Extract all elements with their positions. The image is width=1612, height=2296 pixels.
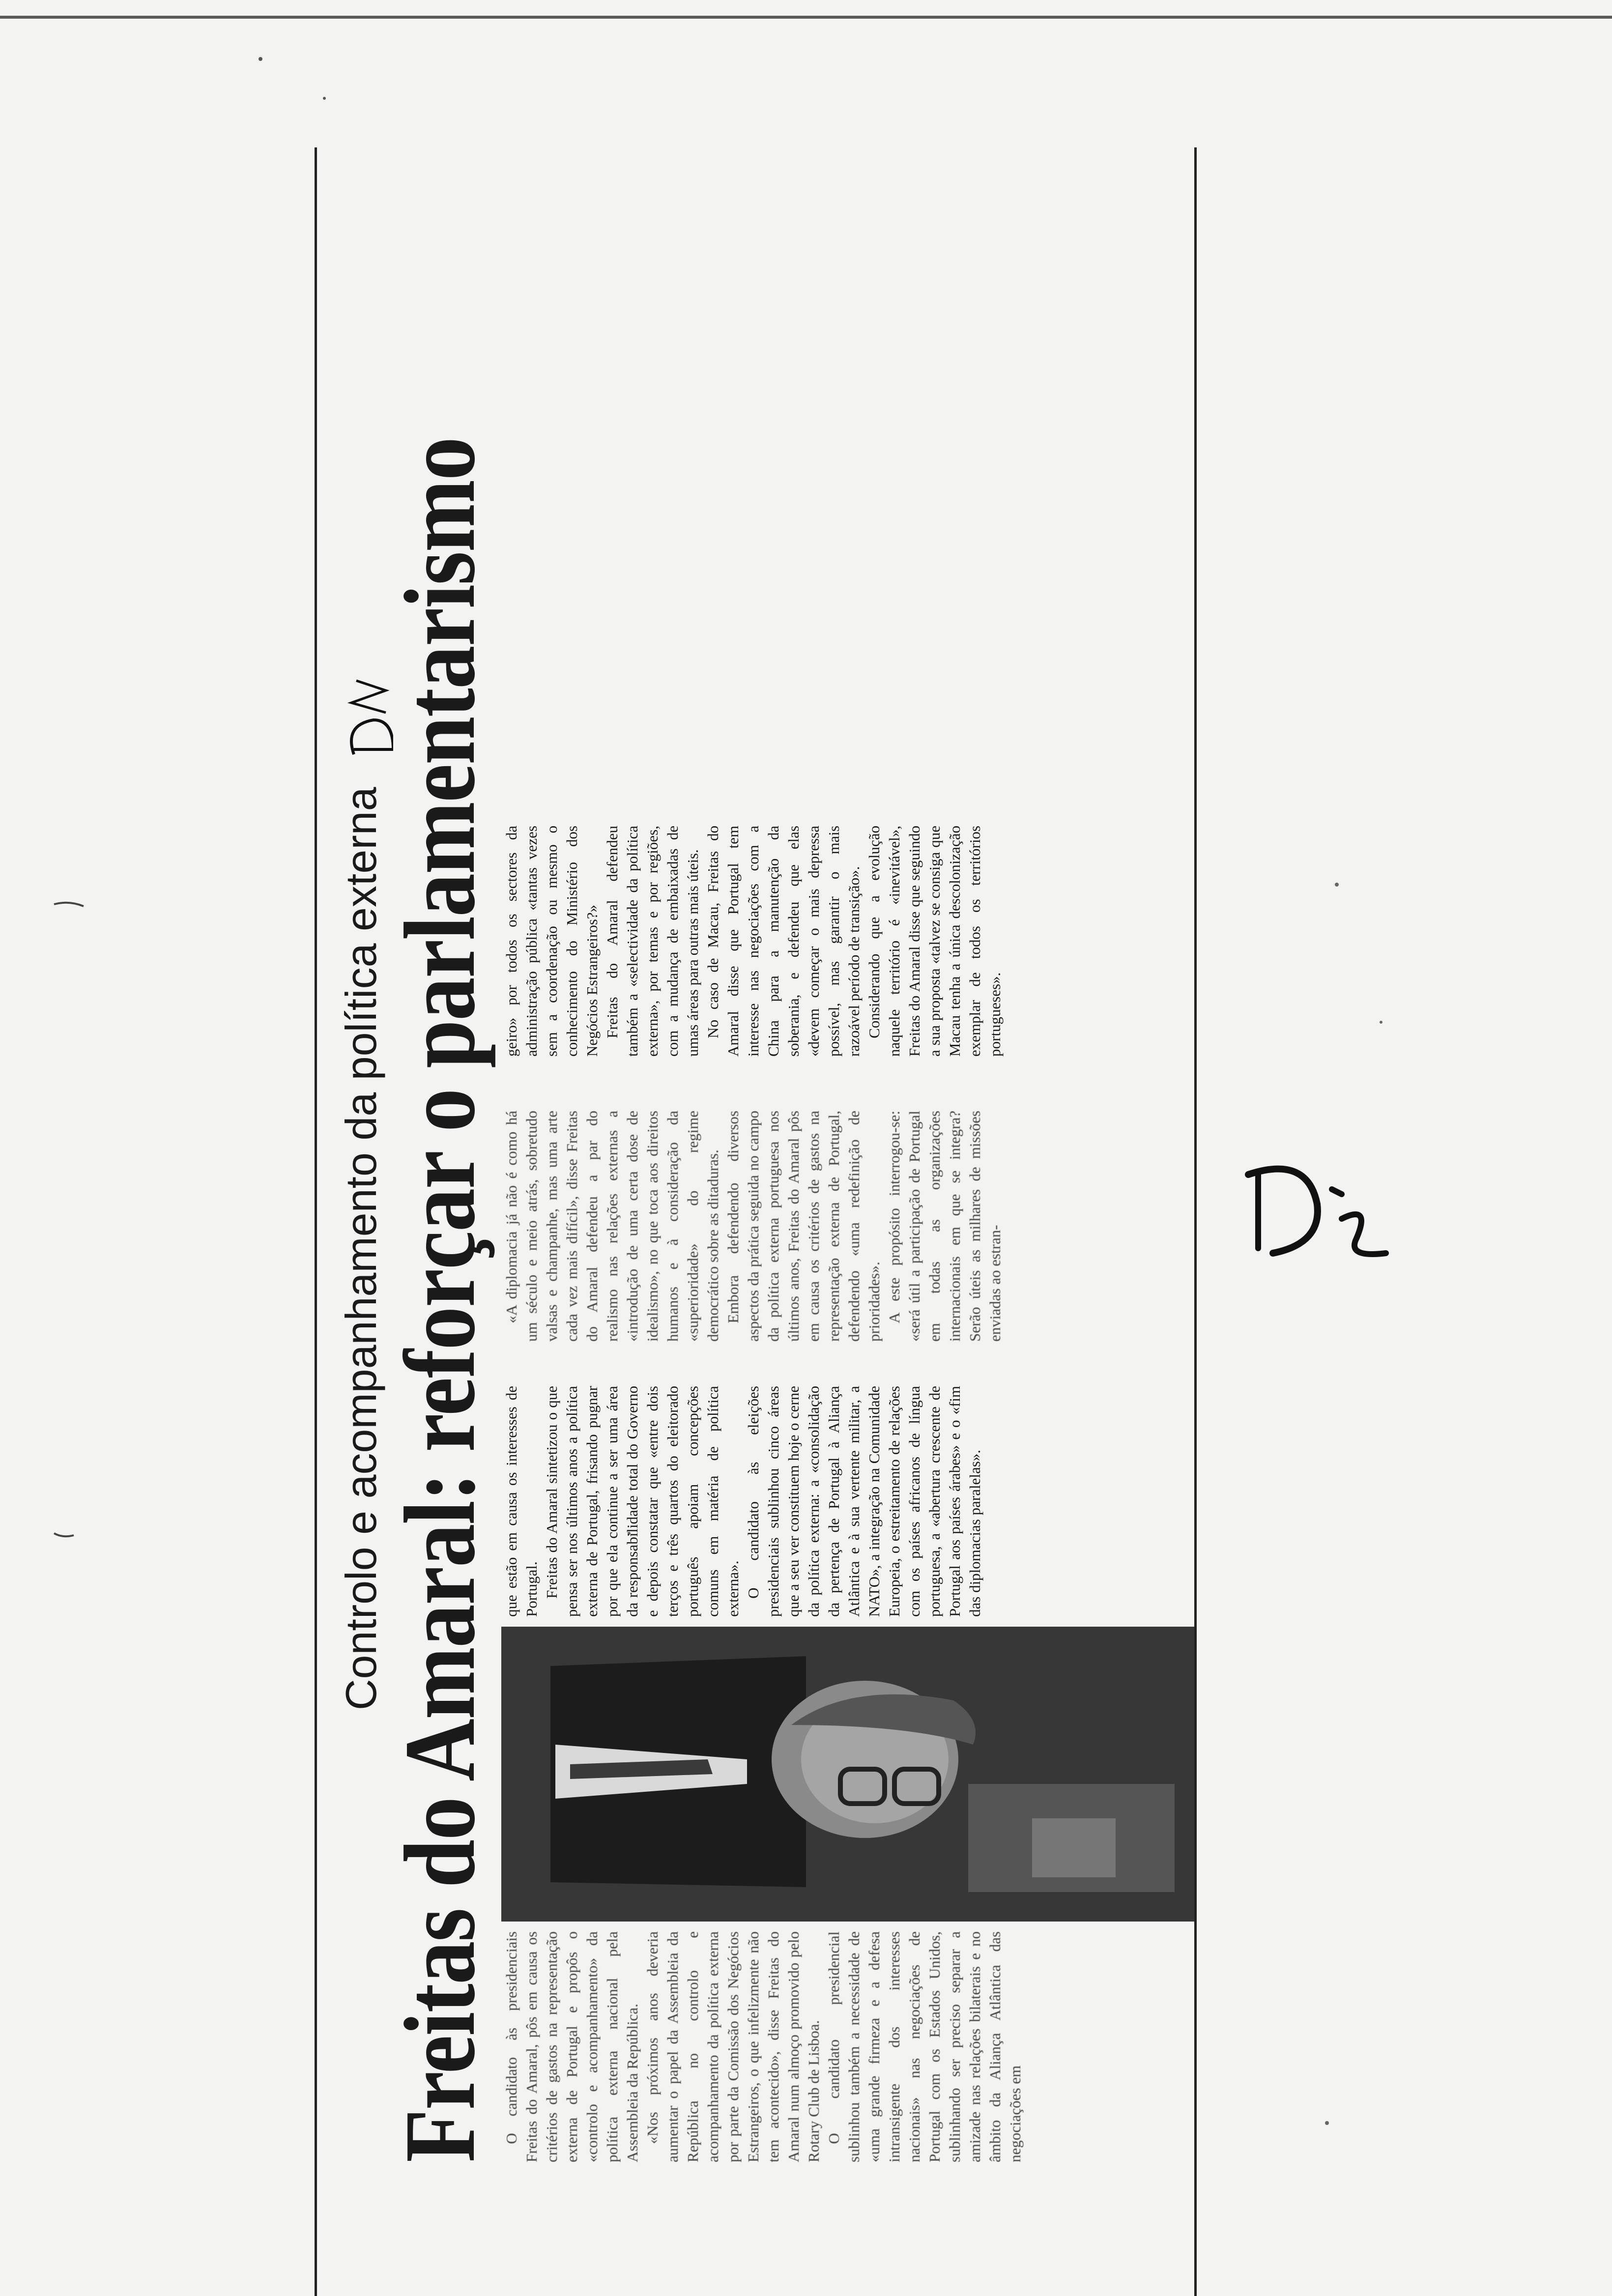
column-4-paragraph-1: geiro» por todos os sectores da administração pública «tantas vezes sem a coordenação ou mesmo o conhecimento do Ministério dos Negócios Estrangeiros?»: [503, 826, 601, 1057]
handwritten-initials: [1229, 1145, 1406, 1283]
column-4-paragraph-4: Considerando que a evolução naquele território é «inevitável», Freitas do Amaral disse que seguindo a sua proposta «talvez se consiga que Macau tenha a única descolonização exemplar de todos os territórios portugueses».: [865, 826, 1004, 1057]
column-1-paragraph-1: O candidato às presidenciais Freitas do Amaral, pôs em causa os critérios de gastos na representação externa de Portugal e propôs o «controlo e acompanhamento» da política externa nacional pela Assembleia da República.: [503, 1931, 641, 2162]
column-2-paragraph-1: que estão em causa os interesses de Portugal.: [503, 1386, 540, 1617]
candidate-photo: [501, 1627, 1194, 1922]
column-1-paragraph-3: O candidato presidencial sublinhou também a necessidade de «uma grande firmeza e a defesa intransigente dos interesses nacionais» nas negociações de Portugal com os Estados Unidos, sublinhando ser preciso separar a amizade nas relações bilaterais e no âmbito da Aliança Atlântica das negociações em: [825, 1931, 1024, 2162]
article-column-2: [501, 1386, 985, 1617]
column-2-paragraph-2: Freitas do Amaral sintetizou o que pensa ser nos últimos anos a política externa de Portugal, frisando pugnar por que ela continue a ser uma área da responsabilidade total do Governo e depois constatar que «entre dois terços e três quartos do eleitorado português apoiam concepções comuns em matéria de política externa».: [543, 1386, 742, 1617]
column-3-paragraph-1: «A diplomacia já não é como há um século e meio atrás, sobretudo valsas e champanhe, mas uma arte cada vez mais difícil», disse Freitas do Amaral defendeu a par do realismo nas relações externas a «introdução de uma certa dose de idealismo», no que toca aos direitos humanos e à consideração da «superioridade» do regime democrático sobre as ditaduras.: [503, 1111, 721, 1342]
article-column-1: [501, 1931, 1025, 2162]
article-headline: Freitas do Amaral: reforçar o parlamentarismo: [383, 437, 496, 2162]
column-2-paragraph-3: O candidato às eleições presidenciais sublinhou cinco áreas que a seu ver constituem hoje o cerne da política externa: a «consolidação da pertença de Portugal à Aliança Atlântica e à sua vertente militar, a NATO», a integração na Comunidade Europeia, o estreitamento de relações com os países africanos de língua portuguesa, a «abertura crescente de Portugal aos países árabes» e o «fim das diplomacias paralelas».: [745, 1386, 983, 1617]
article-column-4: [501, 826, 1005, 1057]
column-1-paragraph-2: «Nos próximos anos deveria aumentar o papel da Assembleia da República no controlo e acompanhamento da política externa por parte da Comissão dos Negócios Estrangeiros, o que infelizmente não tem acontecido», disse Freitas do Amaral num almoço promovido pelo Rotary Club de Lisboa.: [644, 1931, 822, 2162]
newspaper-article: [334, 64, 1209, 2177]
portrait-image: [501, 1627, 1194, 1922]
article-column-3: [501, 1111, 1005, 1342]
column-4-paragraph-2: Freitas do Amaral defendeu também a «selectividade da política externa», por temas e por regiões, com a mudança de embaixadas de umas áreas para outras mais úteis.: [604, 826, 701, 1057]
column-3-paragraph-3: A este propósito interrogou-se: «será útil a participação de Portugal em todas as organizações internacionais em que se integra? Serão úteis as milhares de missões enviadas ao estran-: [886, 1111, 1004, 1342]
column-4-paragraph-3: No caso de Macau, Freitas do Amaral disse que Portugal tem interesse nas negociações com a China para a manutenção da soberania, e defendeu que elas «devem começar o mais depressa possível, mas garantir o mais razoável período de transição».: [704, 826, 863, 1057]
column-3-paragraph-2: Embora defendendo diversos aspectos da prática seguida no campo da política externa portuguesa nos últimos anos, Freitas do Amaral pôs em causa os critérios de gastos na representação externa de Portugal, defendendo «uma redefinição de prioridades».: [724, 1111, 883, 1342]
article-kicker: Controlo e acompanhamento da política externa: [337, 787, 385, 1710]
